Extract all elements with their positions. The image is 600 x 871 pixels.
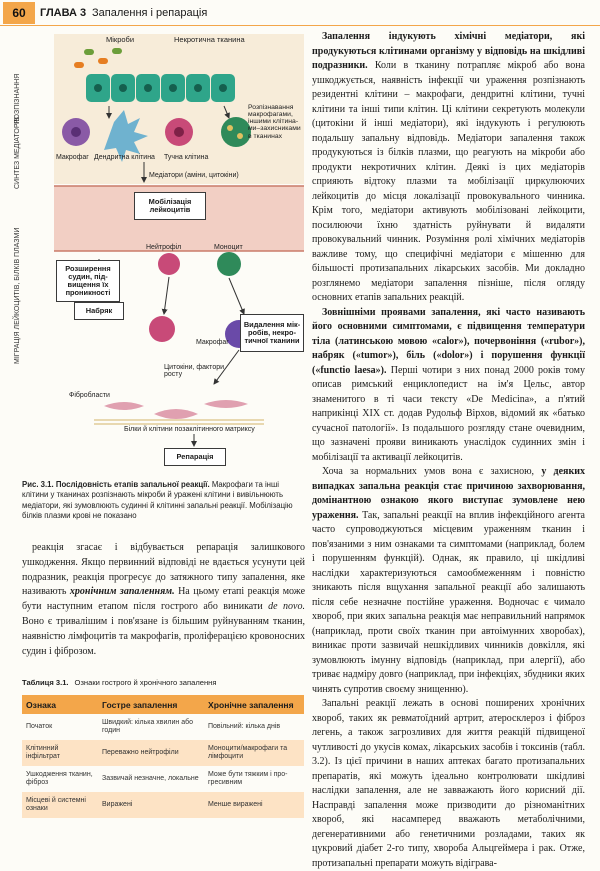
caption-prefix: Рис. 3.1.: [22, 480, 54, 489]
label-microbes: Мікроби: [106, 35, 135, 44]
paragraph: [312, 697, 585, 871]
side-label-synthesis: СИНТЕЗ МЕДІАТОРІВ: [14, 116, 21, 189]
figure-drawing: [14, 34, 304, 474]
label-cytokines: Цитокіни, фактори росту: [164, 364, 225, 379]
paragraph-body: Запальні реакції лежать в основі поширених хронічних хвороб, таких як ревматоїдний артрит, атеросклероз і фіброз легень, а також загрозливих для життя реакцій підвищеної чутливості до укусів комах, лікарських засобів і токсинів (табл. 3.2). Із цієї причини в наших аптеках багато протизапальних препаратів, які можуть ідеально контролювати шкідливі наслідки запалення, але не завважають його корисний дії. Насправді запалення може призводити до різноманітних хвороб, які насамперед вважають метаболічними, дегенеративними або генетичними розладами, таких як цукровий діабет 2-го типу, хвороба Альцгеймера і рак. Отже, протизапальні препарати можуть відіграва-: [312, 698, 585, 869]
label-fibroblasts: Фібробласти: [69, 392, 110, 399]
paragraph-body: Перші чотири з них понад 2000 років тому описав римський енциклопедист на ім'я Цельс, автор знаменитого в ті часи тексту «De Medicina», а п'ятий наприкінці XIX ст. додав Рудольф Вірхов, відомий як «батько сучасної патології». Із подальшого розгляду стане очевидним, що зазначені прояви виникають унаслідок судинних змін і мобілізації та активації лейкоцитів.: [312, 364, 585, 463]
label-monocyte: Моноцит: [214, 244, 243, 251]
right-column-text: [312, 30, 585, 871]
box-repair: Репарація: [164, 448, 226, 466]
label-matrix: Білки й клітини позаклітинного матриксу: [124, 426, 255, 433]
left-text-part: На цьому етапі реакція може бути наступним етапом після гострого або виникати: [22, 586, 306, 613]
label-mediators: Медіатори (аміни, цитокіни): [149, 172, 239, 179]
paragraph-lead: Зовнішніми проявами запалення, які часто називають його основними симптомами, є підвищення температури тіла (латинською мовою «calor»), почервоніння («rubor»), набряк («tumor»), біль («dolor») і порушення функції («functio laesa»).: [312, 306, 585, 376]
latin-term: de novo.: [268, 601, 305, 613]
paragraph: [312, 30, 585, 306]
label-macrophage: Макрофаг: [56, 154, 89, 161]
table-acute-chronic: [22, 695, 304, 818]
box-edema: Набряк: [74, 302, 124, 320]
header-rule: [0, 25, 600, 26]
table-cell: Моноцити/макрофаги та лімфоцити: [204, 740, 304, 766]
box-vessel-dilation: Розширення судин, підвищення їх проникності: [56, 260, 120, 302]
left-text-part: Воно є тривалішим і пов'язане із більшим руйнуванням тканин, наявністю лімфоцитів та макрофагів, проліферацією кровоносних судин і фіброзом.: [22, 615, 305, 657]
left-text-part: реакція згасає і відбувається репарація залишкового ушкодження. Якщо первинний відповіді не вдається усунути цей подразник, реакція прогресує до затяжного типу запалення, яке називають: [22, 542, 305, 598]
side-label-migration: МІГРАЦІЯ ЛЕЙКОЦИТІВ, БІЛКІВ ПЛАЗМИ: [14, 227, 21, 364]
table-cell: Місцеві й системні ознаки: [22, 792, 98, 818]
page-number: 60: [3, 2, 35, 24]
paragraph-body: Так, запальні реакції на вплив інфекційного агента часто супроводжуються місцевим ураженням тканин і пов'язаними з ним ознаками та симптомами (наприклад, болем і порушенням функцій). Однак, як правило, ці шкідливі наслідки характеризуються самообмеженням і повністю зникають після вщухання запальної реакції або залишають після себе незначне постійне ураження. Водночас є чимало хвороб, при яких запальна реакція має неправильний напрямок (наприклад, проти своїх тканин при автоімунних хворобах), виникає проти зазвичай нешкідливих чинників довкілля, які зумовлюють імунну відповідь (наприклад, при алергії), або триває надміру довго (наприклад, при інфекціях, збудники яких чинять супротив своєму знищенню).: [312, 509, 585, 695]
inflammation-figure: [14, 34, 304, 474]
caption-title: Послідовність етапів запальної реакції.: [55, 480, 210, 489]
figure-caption: [22, 480, 302, 521]
table-cell: Повільний: кілька днів: [208, 722, 281, 730]
monocyte-cell: [217, 252, 241, 276]
side-label-recognition: РОЗПІЗНАННЯ: [14, 73, 21, 124]
label-mast-cell: Тучна клітина: [164, 154, 209, 161]
label-dendritic: Дендритна клітина: [94, 154, 155, 161]
paragraph: [312, 306, 585, 466]
paragraph-lead: Запалення індукують хімічні медіатори, які продукуються клітинами організму у відповідь на шкідливі подразники.: [312, 31, 585, 71]
label-recognition-note: Розпізнавання макрофагами, іншими клітинами–захисниками в тканинах: [248, 104, 301, 140]
table-cell: Початок: [26, 722, 53, 730]
table-caption: [22, 678, 217, 687]
chapter-title: Запалення і репарація: [92, 7, 208, 19]
table-header: Гостре запалення: [98, 695, 204, 714]
table-cell: Ушкодження тканин, фіброз: [26, 770, 93, 786]
caption-text: Макрофаги та інші клітини у тканинах розпізнають мікроби й уражені клітини і вивільнюють медіатори, які зумовлюють судинні й клітинні запальні реакції. Мобілізацію білків плазми крові не показано: [22, 480, 293, 521]
label-necrotic: Некротична тканина: [174, 35, 245, 44]
table-cell: Менше виражені: [204, 792, 304, 818]
box-mobilization: Мобілізація лейкоцитів: [134, 192, 206, 220]
paragraph-emphasis: у деяких випадках запальна реакція стає причиною захворювання, домінантною ознакою якого виступає зумовлене нею ураження.: [312, 466, 585, 521]
chapter-label: ГЛАВА 3: [40, 7, 87, 19]
table-cell: Швидкий: кілька хвилин або годин: [102, 718, 194, 734]
activated-neutrophil: [149, 316, 175, 342]
table-header-row: [22, 695, 304, 714]
table-row: [22, 792, 304, 818]
paragraph-body: Хоча за нормальних умов вона є захисною,: [322, 466, 542, 477]
page-header: [0, 0, 600, 26]
table-cell: Зазвичай незначне, локальне: [102, 774, 199, 782]
label-neutrophil: Нейтрофіл: [146, 244, 182, 251]
paragraph-body: Коли в тканину потрапляє мікроб або вона ушкоджується, наявність інфекції чи ураження розпізнають резидентні клітини – макрофаги, дендритні клітини, тучні клітини та інші типи клітин. Ці клітини секретують молекули (цитокіни й інші медіатори), які індукують і регулюють подальшу запальну відповідь. Медіатори запалення також продукуються із білків плазми, що реагують на мікроби або продукти некротичних клітин. Деякі із цих медіаторів сприяють відтоку плазми та мобілізації циркулюючих лейкоцитів до місця локалізації провокувального чинника. Крім того, медіатори активують мобілізовані лейкоцити, посилюючи їхню здатність руйнувати й видаляти провокувальний чинник. Розуміння ролі хімічних медіаторів важливе тому, що специфічні медіатори є мішенню для більшості протизапальних лікарських засобів. Ми докладно розглянемо медіатори запалення пізніше, після огляду основних етапів запальних реакцій.: [312, 60, 585, 303]
table-cell: Клітинний інфільтрат: [22, 740, 98, 766]
table-row: [22, 714, 304, 740]
table-caption-text: Ознаки гострого й хронічного запалення: [74, 678, 217, 687]
table-header: Ознака: [22, 695, 98, 714]
table-caption-label: Таблиця 3.1.: [22, 678, 69, 687]
neutrophil-cell: [158, 253, 180, 275]
label-macrophage-2: Макрофаг: [196, 339, 229, 346]
table-header: Хронічне запалення: [204, 695, 304, 714]
table-row: [22, 740, 304, 766]
paragraph: [312, 465, 585, 697]
fibroblasts-illustration: [94, 400, 264, 424]
left-column-text: [22, 541, 305, 659]
box-removal: Видалення мікробів, некротичної тканини: [240, 314, 304, 352]
table-cell: Виражені: [98, 792, 204, 818]
table-cell: Може бути тяжким і прогресивним: [208, 770, 288, 786]
term-chronic-inflammation: хронічним запаленням.: [69, 586, 175, 598]
table-cell: Переважно нейтрофіли: [98, 740, 204, 766]
table-row: [22, 766, 304, 792]
